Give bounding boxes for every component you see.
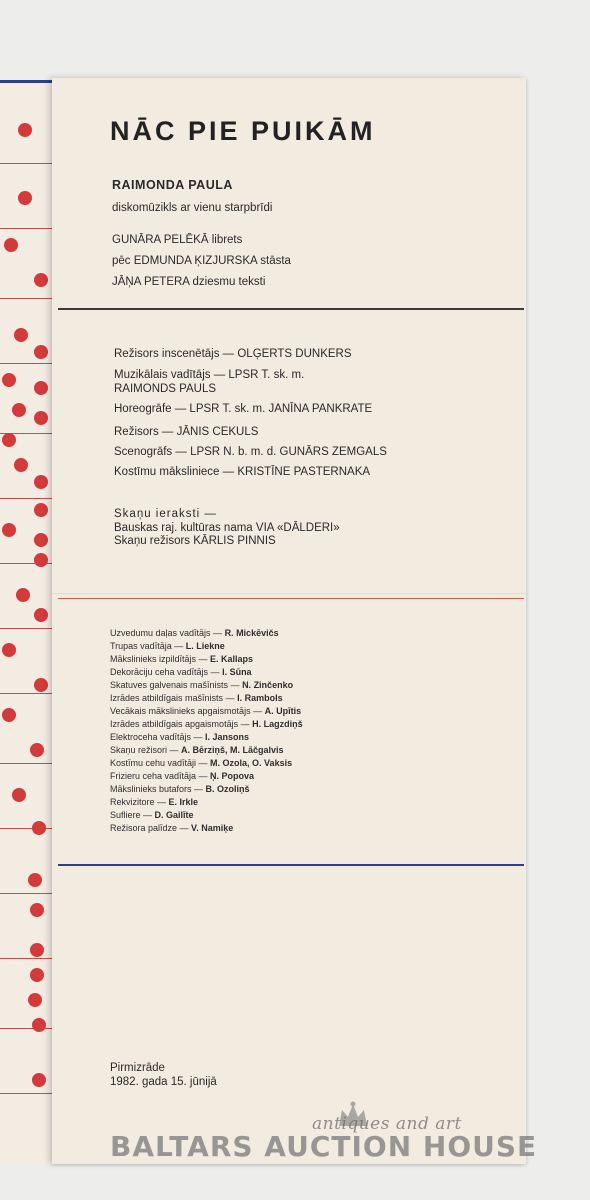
crew-row: Frizieru ceha vadītāja — Ņ. Popova [110, 771, 255, 781]
crew-row: Vecākais mākslinieks apgaismotājs — A. Upītis [110, 706, 302, 716]
crew-row: Sufliere — D. Gailīte [110, 810, 194, 820]
recordings-line: Skaņu režisors KĀRLIS PINNIS [114, 535, 276, 547]
composer-name: RAIMONDA PAULA [112, 178, 233, 192]
recordings-heading: Skaņu ieraksti — [114, 508, 217, 520]
credit-story: pēc EDMUNDA ĶIZJURSKA stāsta [112, 255, 291, 267]
staff-line: RAIMONDS PAULS [114, 383, 217, 395]
staff-line: Režisors — JĀNIS CEKULS [114, 426, 259, 438]
crew-row: Rekvizitore — E. Irkle [110, 797, 199, 807]
crew-row: Uzvedumu daļas vadītājs — R. Mickēvičs [110, 628, 279, 638]
crew-row: Skaņu režisori — A. Bērziņš, M. Lāčgalvis [110, 745, 284, 755]
divider-red [58, 598, 524, 599]
crew-row: Režisora palīdze — V. Namiķe [110, 823, 234, 833]
crew-row: Mākslinieks butafors — B. Ozoliņš [110, 784, 250, 794]
credit-libretto: GUNĀRA PELĒKĀ librets [112, 234, 243, 246]
back-page-dotted [0, 80, 60, 1163]
staff-line: Horeogrāfe — LPSR T. sk. m. JANĪNA PANKRATE [114, 403, 373, 415]
premiere-label: Pirmizrāde [110, 1062, 165, 1074]
premiere-date: 1982. gada 15. jūnijā [110, 1076, 217, 1088]
crew-row: Izrādes atbildīgais apgaismotājs — H. Lagzdiņš [110, 719, 303, 729]
play-subtitle: diskomūzikls ar vienu starpbrīdi [112, 202, 273, 214]
divider-dark [58, 308, 524, 310]
recordings-line: Bauskas raj. kultūras nama VIA «DĀLDERI» [114, 522, 340, 534]
staff-line: Muzikālais vadītājs — LPSR T. sk. m. [114, 369, 305, 381]
watermark-tagline: antiques and art [312, 1114, 462, 1134]
program-leaflet [52, 78, 526, 1164]
crew-row: Trupas vadītāja — L. Liekne [110, 641, 225, 651]
crew-row: Kostīmu cehu vadītāji — M. Ozola, O. Vaksis [110, 758, 293, 768]
staff-line: Scenogrāfs — LPSR N. b. m. d. GUNĀRS ZEMGALS [114, 446, 387, 458]
crew-row: Skatuves galvenais mašīnists — N. Zinčenko [110, 680, 294, 690]
credit-lyrics: JĀŅA PETERA dziesmu teksti [112, 276, 266, 288]
paper-fold [52, 593, 526, 595]
crew-row: Izrādes atbildīgais mašīnists — I. Rambols [110, 693, 283, 703]
staff-line: Režisors inscenētājs — OLĢERTS DUNKERS [114, 348, 352, 360]
crew-row: Mākslinieks izpildītājs — E. Kallaps [110, 654, 254, 664]
divider-blue [58, 864, 524, 866]
staff-line: Kostīmu māksliniece — KRISTĪNE PASTERNAKA [114, 466, 371, 478]
crew-row: Elektroceha vadītājs — I. Jansons [110, 732, 250, 742]
play-title: NĀC PIE PUIKĀM [110, 116, 376, 146]
watermark-brand: BALTARS AUCTION HOUSE [110, 1130, 538, 1163]
crew-row: Dekorāciju ceha vadītājs — I. Sūna [110, 667, 252, 677]
